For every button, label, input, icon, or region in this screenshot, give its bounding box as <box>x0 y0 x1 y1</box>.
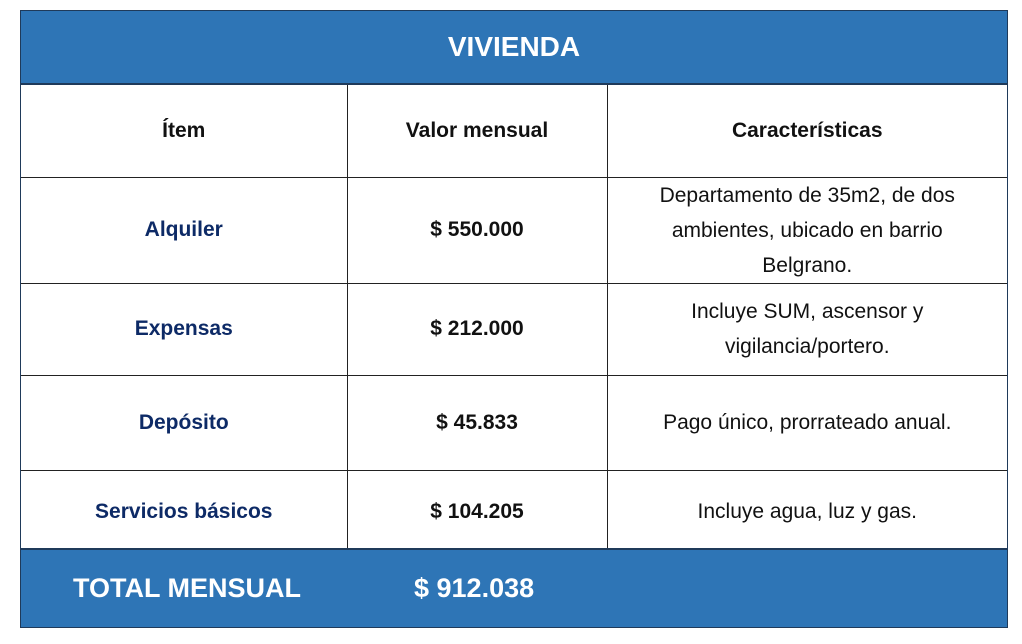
row-item: Alquiler <box>21 177 347 283</box>
column-header-value: Valor mensual <box>347 85 607 177</box>
total-label: TOTAL MENSUAL <box>73 573 301 603</box>
row-item: Depósito <box>21 375 347 470</box>
housing-budget-table <box>20 10 1008 628</box>
row-value: $ 550.000 <box>347 177 607 283</box>
table-row <box>21 470 1007 553</box>
row-item: Expensas <box>21 283 347 375</box>
column-header-item: Ítem <box>21 85 347 177</box>
table-row <box>21 375 1007 470</box>
row-features: Incluye agua, luz y gas. <box>607 470 1007 553</box>
expense-grid <box>21 85 1007 554</box>
row-item: Servicios básicos <box>21 470 347 553</box>
table-row <box>21 177 1007 283</box>
row-value: $ 45.833 <box>347 375 607 470</box>
total-row <box>21 548 1007 627</box>
table-row <box>21 283 1007 375</box>
column-header-features: Características <box>607 85 1007 177</box>
table-title: VIVIENDA <box>21 11 1007 85</box>
total-value: $ 912.038 <box>414 573 535 603</box>
row-features: Departamento de 35m2, de dos ambientes, ubicado en barrio Belgrano. <box>607 177 1007 283</box>
row-value: $ 104.205 <box>347 470 607 553</box>
header-row <box>21 85 1007 177</box>
row-features: Pago único, prorrateado anual. <box>607 375 1007 470</box>
row-value: $ 212.000 <box>347 283 607 375</box>
row-features: Incluye SUM, ascensor y vigilancia/portero. <box>607 283 1007 375</box>
